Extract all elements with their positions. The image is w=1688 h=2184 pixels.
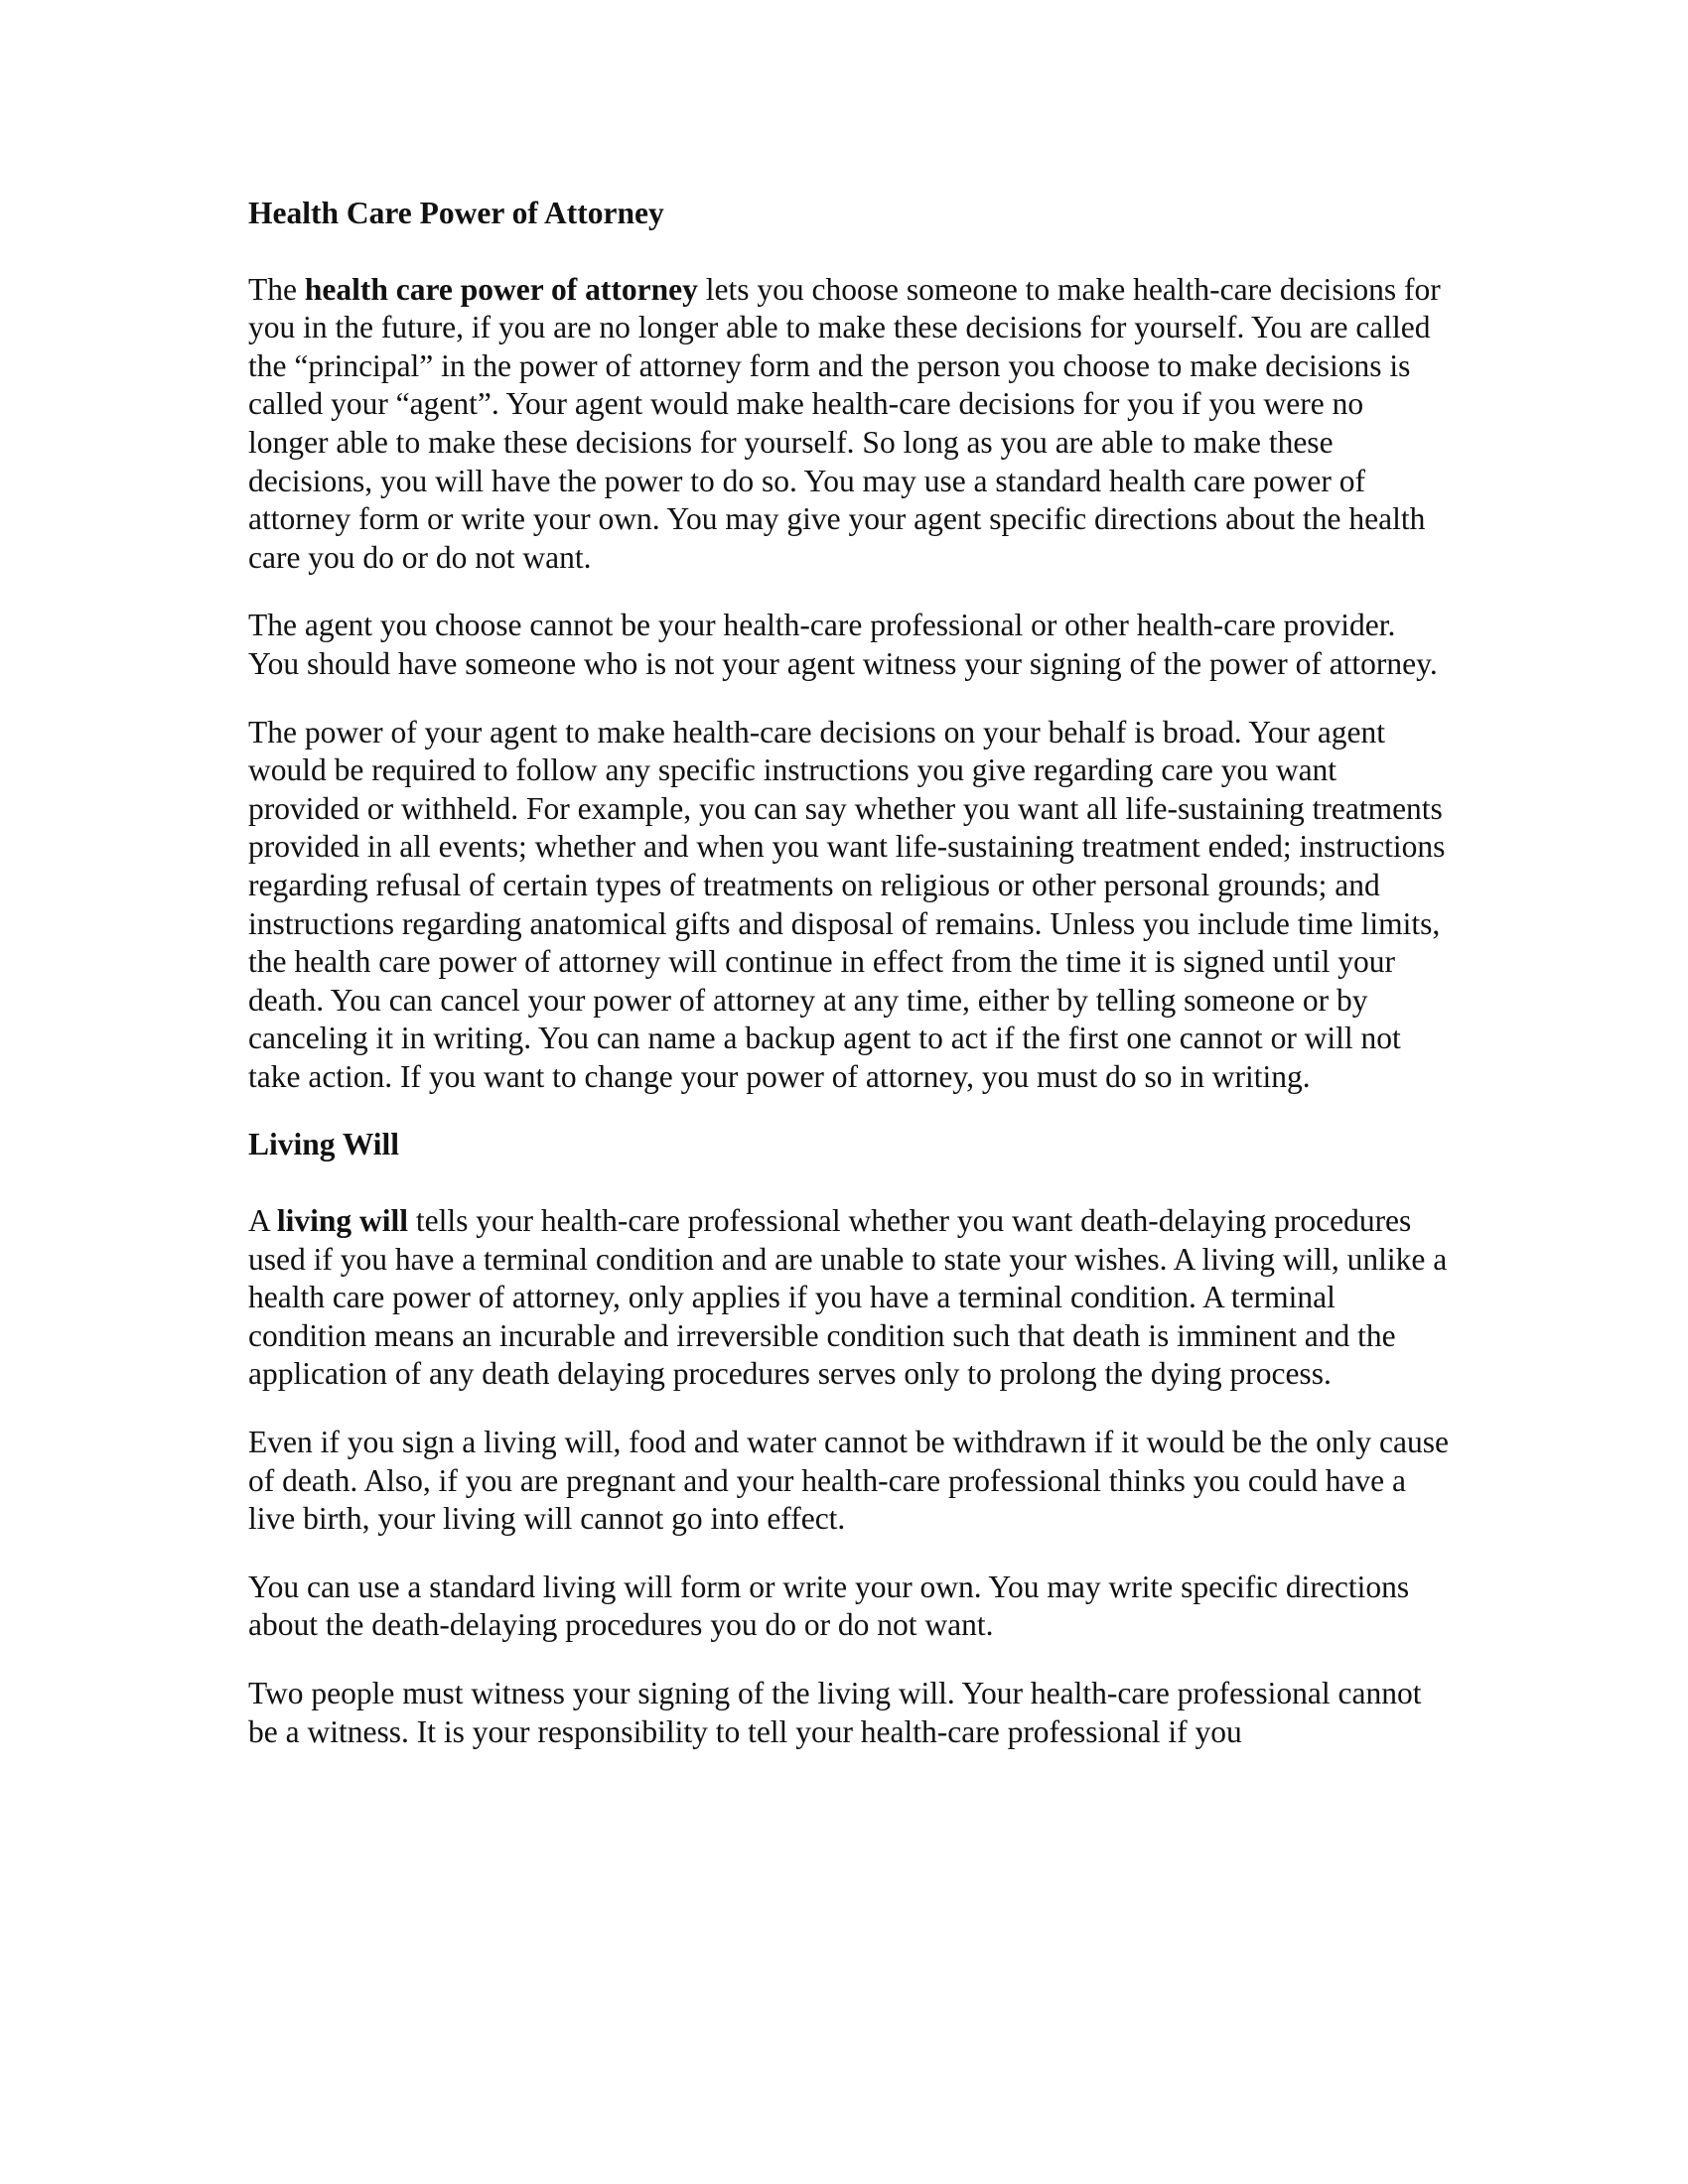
paragraph-agent-powers: The power of your agent to make health-care decisions on your behalf is broad. Your agent would be required to follow any specific instructions you give regarding care you want provided or withheld. For example, you can say whether you want all life-sustaining treatments provided in all events; whether and when you want life-sustaining treatment ended; instructions regarding refusal of certain types of treatments on religious or other personal grounds; and instructions regarding anatomical gifts and disposal of remains. Unless you include time limits, the health care power of attorney will continue in effect from the time it is signed until your death. You can cancel your power of attorney at any time, either by telling someone or by canceling it in writing. You can name a backup agent to act if the first one cannot or will not take action. If you want to change your power of attorney, you must do so in writing.	[248, 714, 1446, 1094]
paragraph-lead: A	[248, 1203, 277, 1239]
paragraph-living-will-intro	[248, 1202, 1450, 1394]
paragraph-standard-form: You can use a standard living will form or write your own. You may write specific directions about the death-delaying procedures you do or do not want.	[248, 1569, 1410, 1643]
document-page	[248, 195, 1450, 1781]
paragraph-text: lets you choose someone to make health-care decisions for you in the future, if you are no longer able to make these decisions for yourself. You are called the “principal” in the power of attorney form and the person you choose to make decisions is called your “agent”. Your agent would make health-care decisions for you if you were no longer able to make these decisions for yourself. So long as you are able to make these decisions, you will have the power to do so. You may use a standard health care power of attorney form or write your own. You may give your agent specific directions about the health care you do or do not want.	[248, 271, 1441, 575]
section-heading-health-care-power-of-attorney: Health Care Power of Attorney	[248, 196, 664, 230]
paragraph-hcpoa-intro	[248, 271, 1450, 578]
paragraph-agent-restrictions: The agent you choose cannot be your health-care professional or other health-care provider. You should have someone who is not your agent witness your signing of the power of attorney.	[248, 608, 1438, 681]
section-heading-living-will: Living Will	[248, 1127, 400, 1162]
term-living-will: living will	[276, 1203, 409, 1239]
paragraph-witnesses: Two people must witness your signing of the living will. Your health-care professional cannot be a witness. It is your responsibility to tell your health-care professional if you	[248, 1676, 1422, 1749]
paragraph-lead: The	[248, 271, 305, 307]
term-health-care-power-of-attorney: health care power of attorney	[304, 271, 698, 307]
paragraph-text: tells your health-care professional whether you want death-delaying procedures used if you have a terminal condition and are unable to state your wishes. A living will, unlike a health care power of attorney, only applies if you have a terminal condition. A terminal condition means an incurable and irreversible condition such that death is imminent and the application of any death delaying procedures serves only to prolong the dying process.	[248, 1203, 1448, 1392]
paragraph-food-and-water: Even if you sign a living will, food and water cannot be withdrawn if it would be the only cause of death. Also, if you are pregnant and your health-care professional thinks you could have a live birth, your living will cannot go into effect.	[248, 1425, 1449, 1537]
